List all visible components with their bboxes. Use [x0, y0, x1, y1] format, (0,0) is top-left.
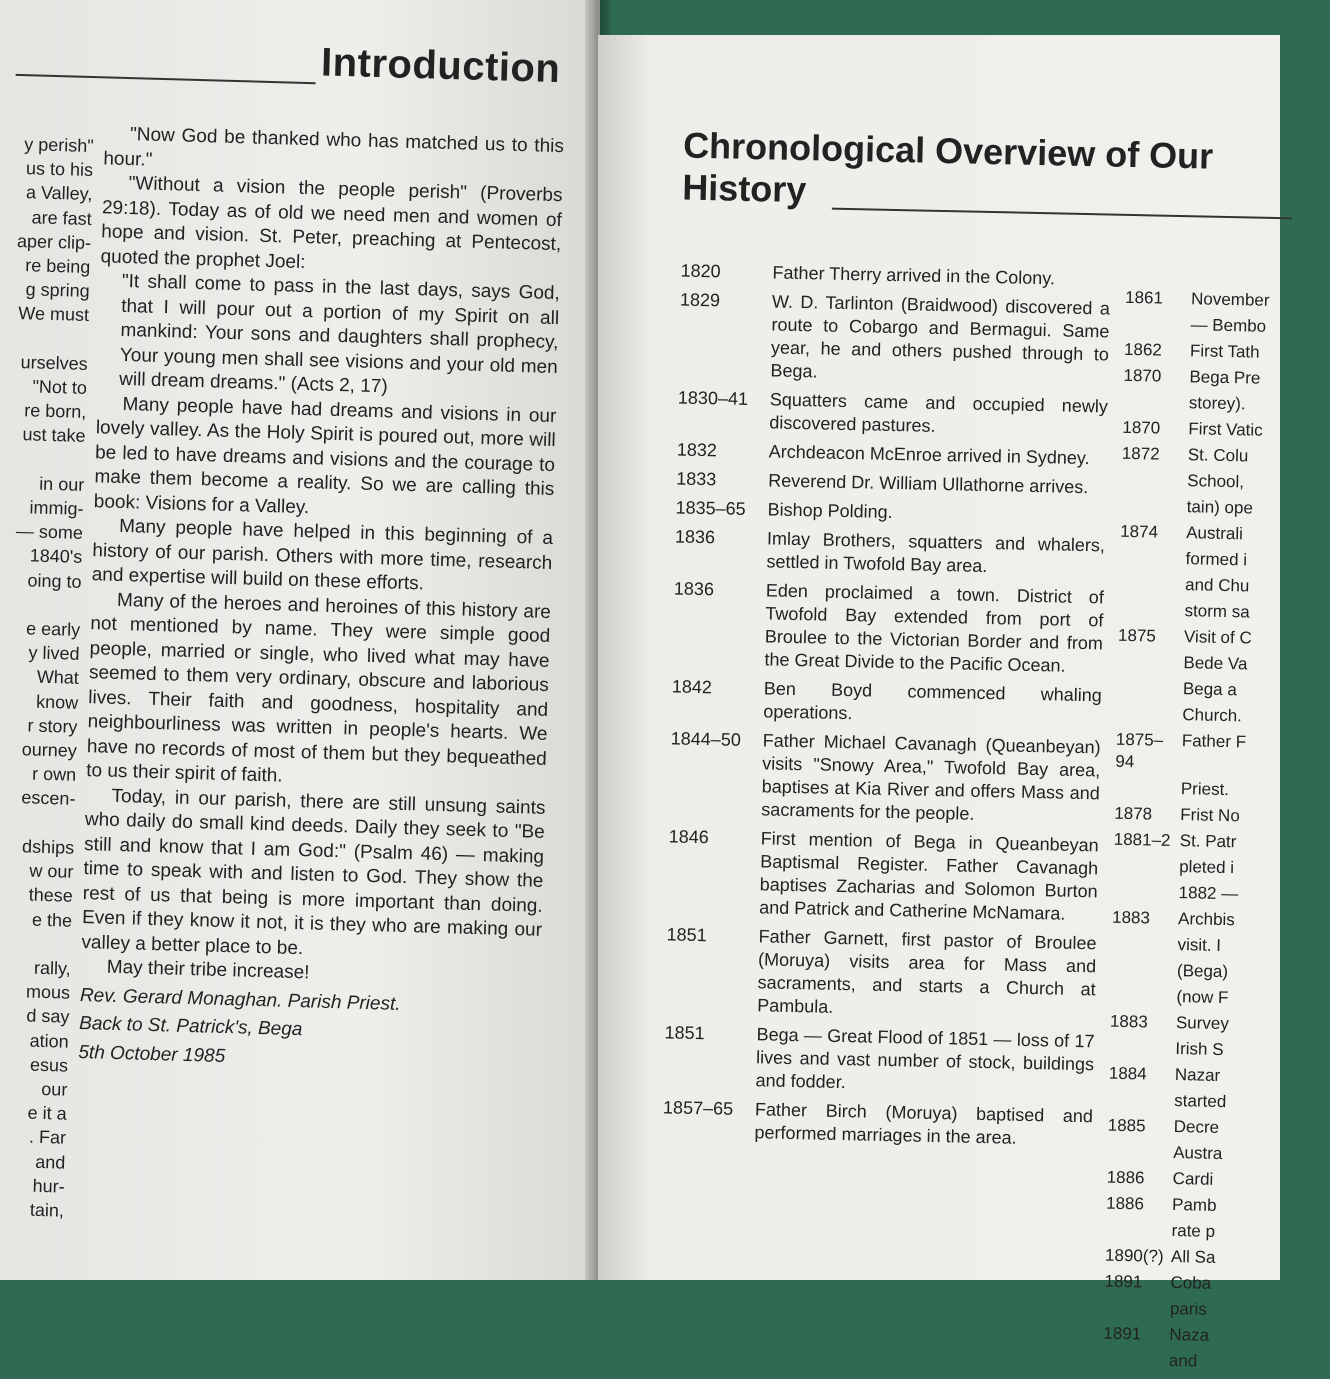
- timeline-column-2: [1103, 287, 1326, 1379]
- cut-line: re born,: [23, 400, 87, 423]
- paragraph: "It shall come to pass in the last days, says God, that I will pour out a portion of my Spirit on all mankind: Your sons and daughters shall prophecy, Your young men shall see visions and your old men will dream dreams." (Acts 2, 17): [118, 270, 561, 398]
- entry-year: 1891: [1104, 1271, 1143, 1292]
- entry-year: 1883: [1109, 1011, 1148, 1032]
- timeline-entry: [676, 467, 1106, 499]
- cut-line: e early: [25, 618, 81, 640]
- cut-line: . Far: [28, 1126, 67, 1148]
- entry-text: paris: [1169, 1299, 1207, 1319]
- cut-line: ourney: [21, 739, 78, 761]
- cut-line: "Not to: [32, 376, 88, 398]
- entry-year: [1113, 855, 1179, 878]
- entry-year: 1857–65: [662, 1097, 734, 1119]
- timeline-entry: [1103, 1349, 1303, 1375]
- cut-line: and: [35, 1151, 66, 1173]
- cut-line: rally,: [33, 957, 72, 979]
- timeline-entry: [1115, 729, 1316, 777]
- entry-text: pleted i: [1179, 857, 1235, 878]
- entry-text: Bega Pre: [1189, 367, 1261, 388]
- entry-year: 1875: [1117, 625, 1157, 646]
- entry-year: 1885: [1107, 1115, 1146, 1136]
- timeline-entry: [1103, 1323, 1303, 1349]
- entry-text: Austra: [1173, 1143, 1223, 1164]
- timeline-entry: [667, 825, 1099, 926]
- cut-line: e it a: [27, 1102, 67, 1124]
- cut-line: these: [28, 884, 74, 907]
- entry-text: Reverend Dr. William Ullathorne arrives.: [767, 470, 1089, 498]
- paragraph: May their tribe increase!: [106, 956, 310, 984]
- cut-line: in our: [38, 473, 85, 495]
- entry-year: [1116, 703, 1182, 726]
- entry-text: Father Birch (Moruya) baptised and performed marriages in the area.: [754, 1099, 1094, 1148]
- entry-text: Pamb: [1171, 1195, 1217, 1215]
- entry-year: [1121, 469, 1187, 492]
- entry-year: 1846: [668, 826, 709, 848]
- entry-text: Decre: [1173, 1117, 1220, 1137]
- timeline-entry: [674, 525, 1105, 580]
- cut-line: urselves: [20, 351, 88, 374]
- timeline-column-1: [662, 260, 1111, 1158]
- cut-line: [1, 591, 82, 617]
- entry-year: 1870: [1123, 365, 1162, 386]
- right-page-content: [585, 28, 1293, 1371]
- timeline-entry: [1109, 1063, 1309, 1089]
- cut-line: mous: [25, 981, 71, 1003]
- timeline-entry: [680, 260, 1110, 292]
- chronology-title-line2: History: [681, 166, 807, 211]
- entry-text: visit. I: [1177, 935, 1222, 955]
- entry-year: 1836: [673, 578, 715, 600]
- signature-line: Back to St. Patrick's, Bega: [78, 1012, 303, 1041]
- entry-text: First mention of Bega in Queanbeyan Baptismal Register. Father Cavanagh baptises Zacharias and Solomon Burton and Patrick and Catherine McNamara.: [759, 828, 1099, 924]
- paragraph: "Now God be thanked who has matched us to this hour.": [103, 124, 565, 171]
- entry-year: [1117, 651, 1183, 674]
- title-rule: [16, 74, 316, 84]
- entry-text: First Vatic: [1188, 419, 1263, 440]
- cut-line: g spring: [25, 279, 90, 302]
- cut-line: tain,: [29, 1199, 65, 1221]
- timeline-entry: [1117, 677, 1317, 703]
- entry-text: Coba: [1170, 1273, 1212, 1293]
- timeline-entry: [1123, 365, 1323, 391]
- paragraph: Many people have had dreams and visions in our lovely valley. As the Holy Spirit is poured out, more will be led to have dreams and visions and the courage to make them become a reality. So we are calling this book: Visions for a Valley.: [93, 393, 557, 518]
- timeline-entry: [1114, 803, 1314, 829]
- chronology-title: [682, 125, 1214, 220]
- timeline-entry: [1121, 469, 1321, 495]
- entry-year: [1112, 881, 1178, 904]
- entry-text: St. Colu: [1187, 445, 1249, 466]
- entry-year: [1124, 313, 1190, 336]
- entry-text: storey).: [1188, 393, 1246, 414]
- cut-line: [0, 930, 72, 956]
- timeline-entry: [1122, 417, 1322, 443]
- timeline-entry: [1119, 547, 1319, 573]
- entry-text: Priest.: [1180, 779, 1230, 800]
- cut-line: d say: [26, 1005, 70, 1028]
- entry-year: [1111, 959, 1177, 982]
- cut-line: our: [41, 1078, 68, 1100]
- timeline-entry: [671, 675, 1102, 730]
- paragraph: Today, in our parish, there are still unsung saints who daily do small kind deeds. Daily they seek to "Be still and know that I am God:" (Psalm 46) — making time to speak with and listen to God. They show the rest of us that being is more important than doing. Even if they know it not, it is they who are making our valley a better place to be.: [81, 785, 546, 959]
- entry-text: All Sa: [1170, 1247, 1216, 1267]
- entry-text: — Bembo: [1190, 315, 1267, 336]
- timeline-entry: [1118, 625, 1318, 651]
- entry-text: 1882 —: [1178, 883, 1239, 904]
- timeline-entry: [1124, 339, 1324, 365]
- paragraph: "Without a vision the people perish" (Proverbs 29:18). Today as of old we need men and women of hope and vision. St. Peter, preaching at Pentecost, quoted the prophet Joel:: [100, 173, 563, 273]
- cut-line: aper clip-: [16, 230, 92, 253]
- entry-year: 1874: [1120, 521, 1159, 542]
- cut-line: w our: [29, 860, 74, 882]
- entry-year: 1883: [1111, 907, 1151, 928]
- entry-year: [1123, 391, 1189, 414]
- entry-text: Bede Va: [1183, 653, 1248, 674]
- entry-year: 1832: [676, 439, 718, 461]
- paragraph: Many of the heroes and heroines of this history are not mentioned by name. They were simple good people, married or single, who lived what may have seemed to them very ordinary, obscure and laborious lives. Their faith and goodness, hospitality and neighbourliness was written in people's hearts. We have no records of most of them but they bequeathed to us their spirit of faith.: [85, 589, 552, 787]
- timeline-entry: [1106, 1167, 1306, 1193]
- entry-year: 1881–2: [1113, 829, 1171, 850]
- entry-text: Bega a: [1182, 679, 1238, 700]
- entry-year: 1861: [1124, 287, 1164, 308]
- entry-text: Visit of C: [1183, 627, 1252, 648]
- entry-year: 1844–50: [670, 728, 742, 750]
- entry-year: [1115, 777, 1181, 800]
- timeline-entry: [1111, 959, 1311, 985]
- timeline-entry: [1114, 829, 1314, 855]
- entry-year: [1119, 573, 1185, 596]
- entry-year: 1875–94: [1115, 729, 1164, 772]
- entry-year: [1121, 495, 1187, 518]
- cut-line: 1840's: [29, 545, 83, 568]
- introduction-text: [78, 122, 564, 1077]
- timeline-entry: [1108, 1115, 1308, 1141]
- entry-text: Frist No: [1180, 805, 1240, 826]
- entry-year: 1836: [674, 526, 716, 548]
- entry-text: Father Garnett, first pastor of Broulee (Moruya) visits area for Mass and sacraments, and starts a Church at Pambula.: [756, 926, 1097, 1017]
- cut-line: What: [36, 667, 80, 689]
- timeline-entry: [672, 577, 1104, 678]
- right-page: [598, 35, 1280, 1371]
- entry-text: Irish S: [1175, 1039, 1224, 1060]
- entry-text: Archdeacon McEnroe arrived in Sydney.: [768, 441, 1090, 469]
- entry-text: Eden proclaimed a town. District of Twofold Bay extended from port of Broulee to the Victorian Border and from the Great Divide to the Pacific Ocean.: [764, 580, 1105, 676]
- entry-text: (Bega): [1176, 961, 1229, 982]
- timeline-entry: [1124, 313, 1324, 339]
- entry-year: 1878: [1114, 803, 1153, 824]
- entry-text: Father F: [1181, 731, 1247, 752]
- signature-line: 5th October 1985: [78, 1041, 226, 1067]
- entry-year: 1890(?): [1104, 1245, 1164, 1266]
- cut-line: immig-: [29, 497, 84, 519]
- timeline-entry: [677, 438, 1107, 470]
- timeline-entry: [665, 923, 1097, 1024]
- cut-line: r own: [31, 763, 77, 786]
- entry-text: Naza: [1169, 1325, 1210, 1345]
- entry-text: (now F: [1176, 987, 1229, 1008]
- timeline-entry: [678, 289, 1110, 390]
- entry-text: formed i: [1185, 549, 1248, 570]
- entry-text: Imlay Brothers, squatters and whalers, settled in Twofold Bay area.: [766, 528, 1106, 577]
- cut-line: dships: [21, 836, 75, 858]
- entry-year: 1835–65: [675, 497, 746, 519]
- timeline-entry: [1116, 703, 1316, 729]
- cut-line: oing to: [27, 570, 82, 592]
- entry-text: storm sa: [1184, 601, 1250, 622]
- entry-year: [1108, 1089, 1174, 1112]
- entry-text: W. D. Tarlinton (Braidwood) discovered a route to Cobargo and Bermagui. Same year, he and others pushed through to Bega.: [770, 291, 1111, 382]
- timeline-entry: [1112, 907, 1312, 933]
- entry-text: Church.: [1182, 705, 1243, 726]
- entry-year: 1891: [1103, 1323, 1142, 1344]
- entry-year: [1105, 1219, 1171, 1242]
- timeline-entry: [1111, 933, 1311, 959]
- entry-text: School,: [1187, 471, 1245, 492]
- entry-year: [1111, 933, 1177, 956]
- entry-year: 1862: [1123, 339, 1163, 360]
- entry-year: [1118, 599, 1184, 622]
- cut-line: e the: [31, 909, 73, 931]
- entry-text: Father Michael Cavanagh (Queanbeyan) visits "Snowy Area," Twofold Bay area, baptises at Kia River and offers Mass and sacraments for the people.: [761, 730, 1101, 824]
- cut-line: y perish": [24, 134, 94, 157]
- cut-line: y lived: [28, 642, 80, 665]
- timeline-entry: [1105, 1245, 1305, 1271]
- signature-line: Rev. Gerard Monaghan. Parish Priest.: [79, 984, 401, 1015]
- left-page-content: [0, 0, 618, 1288]
- entry-text: started: [1174, 1091, 1227, 1112]
- timeline-entry: [663, 1021, 1094, 1099]
- entry-year: 1820: [680, 260, 721, 282]
- timeline-entry: [677, 387, 1108, 442]
- timeline-entry: [1106, 1193, 1306, 1219]
- entry-year: [1107, 1141, 1173, 1164]
- chronology-title-line1: Chronological Overview of Our: [682, 124, 1214, 177]
- entry-year: 1870: [1122, 417, 1161, 438]
- cut-line: ation: [29, 1030, 69, 1052]
- paragraph: Many people have helped in this beginning of a history of our parish. Others with more time, research and expertise will build on these efforts.: [91, 515, 554, 595]
- timeline-entry: [1110, 985, 1310, 1011]
- entry-text: St. Patr: [1179, 831, 1237, 852]
- cut-line: r story: [27, 715, 78, 737]
- cut-line: know: [35, 691, 79, 713]
- timeline-entry: [1108, 1089, 1308, 1115]
- entry-text: Australi: [1185, 523, 1244, 544]
- cut-line: [8, 325, 89, 351]
- timeline-entry: [1117, 651, 1317, 677]
- timeline-entry: [1110, 1011, 1310, 1037]
- entry-year: 1884: [1108, 1063, 1147, 1084]
- entry-text: Father Therry arrived in the Colony.: [772, 262, 1056, 289]
- entry-text: Bishop Polding.: [767, 499, 893, 523]
- left-page: [0, 0, 600, 1280]
- introduction-title: Introduction: [320, 40, 561, 92]
- entry-text: Squatters came and occupied newly discovered pastures.: [769, 389, 1109, 436]
- entry-text: tain) ope: [1186, 497, 1254, 518]
- entry-year: [1119, 547, 1185, 570]
- cut-line: a Valley,: [25, 182, 93, 205]
- entry-text: and: [1168, 1350, 1198, 1371]
- timeline-entry: [1107, 1141, 1307, 1167]
- timeline-entry: [1122, 443, 1322, 469]
- timeline-entry: [1112, 881, 1312, 907]
- cut-line: We must: [18, 303, 90, 326]
- timeline-entry: [1104, 1271, 1304, 1297]
- cut-line: ust take: [22, 424, 86, 447]
- entry-text: Cardi: [1172, 1169, 1214, 1189]
- entry-year: 1886: [1105, 1193, 1145, 1214]
- cut-line: esus: [29, 1054, 69, 1076]
- cut-line: re being: [25, 255, 91, 278]
- timeline-entry: [1118, 599, 1318, 625]
- timeline-entry: [1119, 573, 1319, 599]
- entry-year: 1830–41: [677, 387, 749, 409]
- entry-year: [1110, 985, 1176, 1008]
- cut-line: us to his: [25, 158, 94, 181]
- timeline-entry: [675, 496, 1105, 528]
- cut-line: escen-: [21, 787, 76, 810]
- entry-year: [1117, 677, 1183, 700]
- entry-text: rate p: [1171, 1221, 1216, 1241]
- timeline-entry: [1123, 391, 1323, 417]
- entry-text: Ben Boyd commenced whaling operations.: [763, 678, 1102, 724]
- entry-year: [1104, 1297, 1170, 1320]
- entry-year: 1829: [679, 289, 721, 311]
- entry-text: and Chu: [1184, 575, 1250, 596]
- entry-year: 1851: [664, 1022, 705, 1044]
- entry-text: Survey: [1175, 1013, 1230, 1034]
- timeline-entry: [1113, 855, 1313, 881]
- entry-text: Archbis: [1177, 909, 1235, 930]
- entry-text: November: [1190, 289, 1270, 310]
- timeline-entry: [662, 1096, 1093, 1151]
- entry-year: 1886: [1106, 1167, 1145, 1188]
- entry-year: 1851: [666, 924, 707, 946]
- timeline-entry: [1105, 1219, 1305, 1245]
- timeline-entry: [1125, 287, 1325, 313]
- timeline-entry: [1115, 777, 1315, 803]
- timeline-entry: [669, 727, 1101, 828]
- entry-text: Bega — Great Flood of 1851 — loss of 17 lives and vast number of stock, buildings and fodder.: [755, 1024, 1095, 1093]
- entry-text: Nazar: [1174, 1065, 1221, 1086]
- entry-year: 1842: [671, 676, 713, 698]
- timeline-entry: [1104, 1297, 1304, 1323]
- entry-year: [1109, 1037, 1175, 1060]
- cut-line: [0, 809, 75, 835]
- entry-year: [1103, 1349, 1169, 1372]
- timeline-entry: [1120, 521, 1320, 547]
- entry-year: 1872: [1121, 443, 1160, 464]
- cut-line: hur-: [32, 1175, 65, 1197]
- timeline-entry: [1109, 1037, 1309, 1063]
- entry-text: First Tath: [1189, 341, 1260, 362]
- entry-year: 1833: [676, 468, 717, 490]
- cut-line: are fast: [31, 206, 92, 229]
- timeline-entry: [1121, 495, 1321, 521]
- cut-line: — some: [15, 521, 84, 544]
- cut-line: [5, 446, 86, 472]
